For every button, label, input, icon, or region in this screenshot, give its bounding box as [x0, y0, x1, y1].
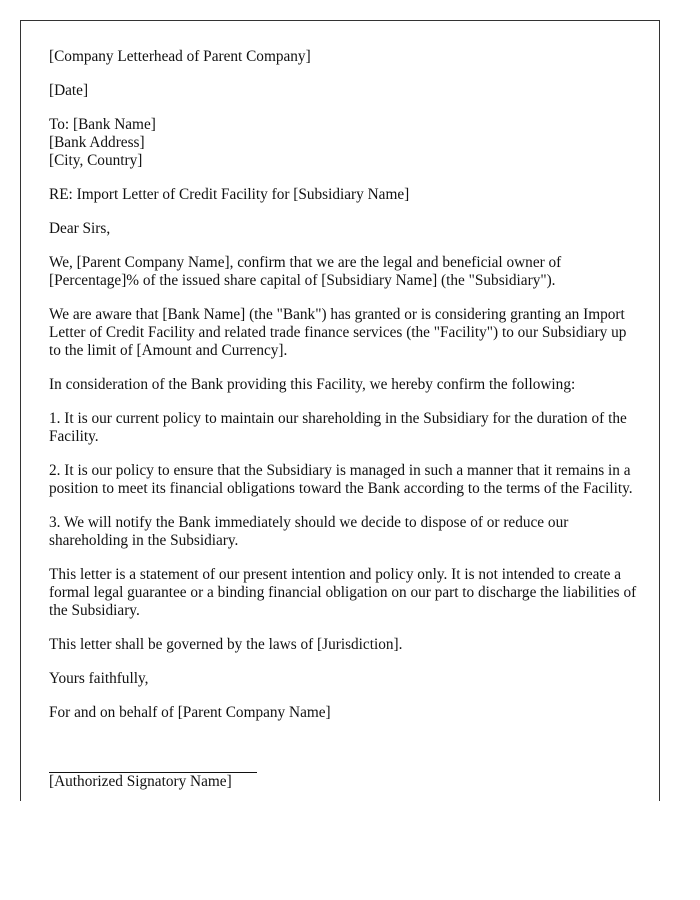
point-2: 2. It is our policy to ensure that the Subsidiary is managed in such a manner that it remains in a position to meet its financial obligations toward the Bank according to the terms of the Facility.	[49, 462, 633, 497]
consideration-paragraph: In consideration of the Bank providing this Facility, we hereby confirm the following:	[49, 376, 576, 393]
letter-date: [Date]	[49, 82, 89, 99]
awareness-paragraph: We are aware that [Bank Name] (the "Bank") has granted or is considering granting an Import Letter of Credit Facility and related trade finance services (the "Facility") to our Subsidiary up to the limit of [Amount and Currency].	[49, 306, 627, 359]
signature-space	[49, 738, 639, 772]
letter-body	[49, 48, 639, 801]
letterhead: [Company Letterhead of Parent Company]	[49, 48, 311, 65]
point-1: 1. It is our current policy to maintain our shareholding in the Subsidiary for the duration of the Facility.	[49, 410, 627, 445]
signatory-name: [Authorized Signatory Name]	[49, 773, 232, 790]
point-3: 3. We will notify the Bank immediately should we decide to dispose of or reduce our shareholding in the Subsidiary.	[49, 514, 569, 549]
disclaimer-paragraph: This letter is a statement of our present intention and policy only. It is not intended to create a formal legal guarantee or a binding financial obligation on our part to discharge the liabilities of the Subsidiary.	[49, 566, 637, 619]
governing-law-paragraph: This letter shall be governed by the laws of [Jurisdiction].	[49, 636, 403, 653]
recipient-address	[49, 116, 639, 170]
closing: Yours faithfully,	[49, 670, 149, 687]
letter-page	[20, 20, 660, 801]
subject-line: RE: Import Letter of Credit Facility for [Subsidiary Name]	[49, 186, 410, 203]
salutation: Dear Sirs,	[49, 220, 111, 237]
on-behalf-line: For and on behalf of [Parent Company Name]	[49, 704, 331, 721]
recipient-line-2: [Bank Address]	[49, 134, 145, 151]
recipient-line-1: To: [Bank Name]	[49, 116, 156, 133]
ownership-paragraph: We, [Parent Company Name], confirm that we are the legal and beneficial owner of [Percentage]% of the issued share capital of [Subsidiary Name] (the "Subsidiary").	[49, 254, 562, 289]
recipient-line-3: [City, Country]	[49, 152, 143, 169]
